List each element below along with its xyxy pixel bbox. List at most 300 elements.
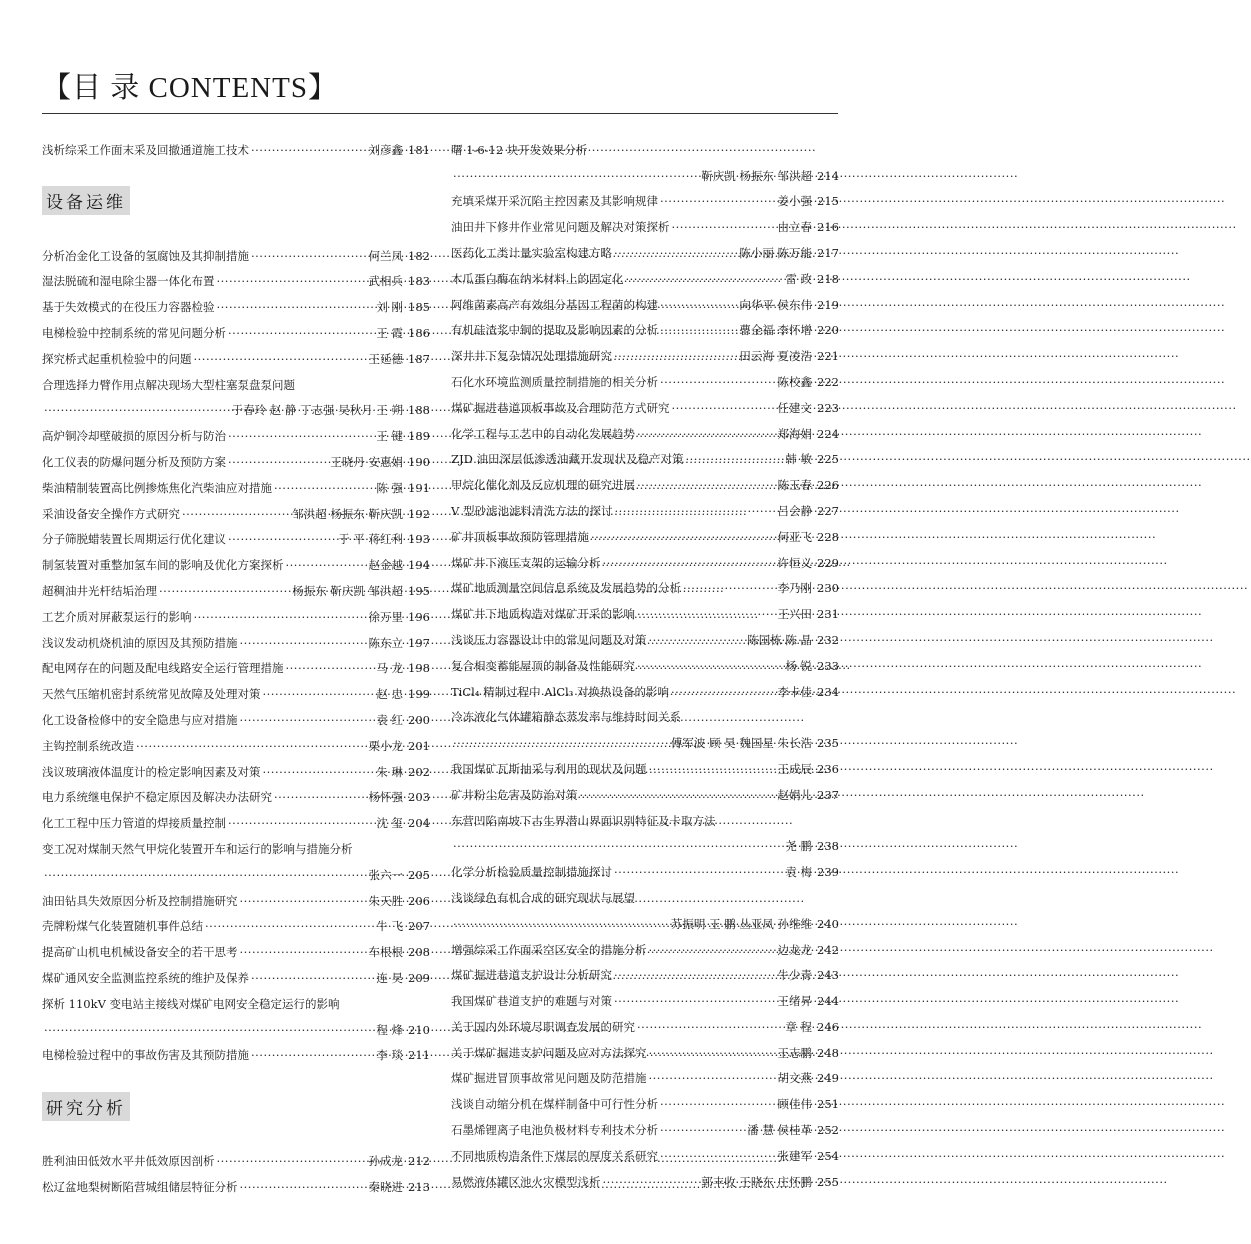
toc-entry-title: 曙 1-6-12 块开发效果分析	[451, 142, 588, 157]
toc-entry[interactable]	[451, 1060, 839, 1086]
toc-entry[interactable]	[42, 985, 430, 1011]
toc-entry-page: 227	[817, 503, 839, 518]
toc-entry-page: 192	[408, 506, 430, 521]
toc-entry[interactable]	[451, 234, 839, 260]
dot-leader	[626, 272, 784, 286]
toc-entry-page: 222	[817, 374, 839, 389]
dot-leader	[614, 968, 776, 982]
toc-entry-author: 任建文	[777, 400, 813, 415]
toc-entry[interactable]	[451, 337, 839, 363]
toc-header	[42, 70, 838, 106]
toc-entry-title: 煤矿通风安全监测监控系统的维护及保养	[42, 970, 249, 985]
dot-leader	[251, 1048, 374, 1062]
toc-entry-title: 易燃液体罐区池火灾模型浅析	[451, 1174, 601, 1189]
toc-entry[interactable]	[451, 595, 839, 621]
header-divider	[42, 113, 838, 114]
toc-entry[interactable]	[42, 392, 430, 418]
dot-leader	[637, 1020, 783, 1034]
toc-entry[interactable]	[451, 853, 839, 879]
toc-entry-title: 化学工程与工艺中的自动化发展趋势	[451, 426, 635, 441]
dot-leader	[614, 865, 783, 879]
toc-entry-title: 主钩控制系统改造	[42, 738, 134, 753]
toc-entry-author: 郭丰收 王晓东 庄怀鹏	[701, 1174, 813, 1189]
dot-leader	[637, 607, 776, 621]
toc-entry[interactable]	[451, 570, 839, 596]
dot-leader	[671, 685, 776, 699]
section-heading-wrap	[42, 157, 430, 237]
toc-entry-author: 赵金越	[368, 558, 404, 573]
toc-entry[interactable]	[451, 1137, 839, 1163]
toc-entry[interactable]	[42, 521, 430, 547]
toc-entry-page: 244	[817, 994, 839, 1009]
toc-entry-page: 248	[817, 1045, 839, 1060]
toc-right-column	[451, 131, 839, 1189]
toc-entry-author: 车根根	[368, 945, 404, 960]
toc-entry-author: 吕会静	[777, 503, 813, 518]
toc-entry-author: 雷 政	[785, 271, 813, 286]
dot-leader	[228, 455, 328, 469]
toc-entry-title: 化工仪表的防爆问题分析及预防方案	[42, 454, 226, 469]
toc-entry-title: 医药化工类计量实验室构建方略	[451, 245, 612, 260]
toc-entry[interactable]	[451, 776, 839, 802]
toc-entry-page: 204	[408, 816, 430, 831]
section-heading-equipment: 设备运维	[42, 186, 130, 215]
toc-entry-page: 203	[408, 790, 430, 805]
toc-entry[interactable]	[451, 982, 839, 1008]
toc-entry-author: 由立春	[777, 220, 813, 235]
toc-entry-title: TiCl₄ 精制过程中 AlCl₃ 对换热设备的影响	[451, 684, 669, 699]
toc-entry-page: 242	[817, 942, 839, 957]
toc-entry-author: 陈玉春	[777, 478, 813, 493]
toc-entry[interactable]	[42, 314, 430, 340]
toc-entry[interactable]	[451, 750, 839, 776]
toc-entry-page: 239	[817, 865, 839, 880]
toc-entry-title: 冷冻液化气体罐箱静态蒸发率与维持时间关系	[451, 710, 681, 725]
toc-entry-page: 234	[817, 684, 839, 699]
toc-entry[interactable]	[42, 495, 430, 521]
toc-entry-title: 浅析综采工作面末采及回撤通道施工技术	[42, 142, 249, 157]
toc-entry-author: 顾佳伟	[777, 1097, 813, 1112]
toc-entry[interactable]	[451, 1163, 839, 1189]
toc-entry-title: 采油设备安全操作方式研究	[42, 506, 180, 521]
toc-entry-author: 栗小龙	[368, 738, 404, 753]
toc-entry[interactable]	[42, 366, 430, 392]
toc-entry-title: 矿井顶板事故预防管理措施	[451, 529, 589, 544]
toc-entry-title: 石墨烯锂离子电池负极材料专利技术分析	[451, 1123, 658, 1138]
toc-entry-page: 254	[817, 1148, 839, 1163]
toc-entry-author: 刘彦鑫	[368, 142, 404, 157]
toc-entry[interactable]	[451, 931, 839, 957]
toc-entry-page: 195	[408, 583, 430, 598]
toc-entry-title: 关于国内外环境尽职调查发展的研究	[451, 1019, 635, 1034]
toc-entry[interactable]	[451, 183, 839, 209]
dot-leader	[580, 788, 776, 802]
toc-entry[interactable]	[42, 340, 430, 366]
toc-entry-title: 松辽盆地梨树断陷营城组储层特征分析	[42, 1179, 238, 1194]
toc-entry[interactable]	[451, 312, 839, 338]
toc-entry[interactable]	[451, 621, 839, 647]
toc-entry-title: 我国煤矿瓦斯抽采与利用的现状及问题	[451, 761, 647, 776]
toc-entry[interactable]	[42, 675, 430, 701]
toc-entry[interactable]	[42, 1168, 430, 1194]
toc-entry-page: 236	[817, 761, 839, 776]
toc-entry[interactable]	[42, 779, 430, 805]
toc-entry[interactable]	[451, 1034, 839, 1060]
dot-leader	[194, 610, 367, 624]
toc-entry-author: 于春玲 赵 静 丁志强 吴秋月 王 朔	[231, 403, 404, 418]
toc-entry-title: 煤矿地质测量空间信息系统及发展趋势的分析	[451, 581, 681, 596]
dot-leader	[660, 1123, 745, 1137]
toc-entry-title: 化工工程中压力管道的焊接质量控制	[42, 816, 226, 831]
toc-entry-page: 255	[817, 1174, 839, 1189]
toc-entry-author: 许恒义	[777, 555, 813, 570]
toc-entry-title: 提高矿山机电机械设备安全的若干思考	[42, 945, 238, 960]
dot-leader	[453, 736, 669, 750]
toc-entry-page: 237	[817, 787, 839, 802]
toc-entry[interactable]	[451, 157, 839, 183]
toc-entry-author: 杨 锐	[785, 658, 813, 673]
dot-leader	[660, 298, 737, 312]
toc-entry[interactable]	[42, 753, 430, 779]
dot-leader	[660, 1149, 776, 1163]
dot-leader	[649, 633, 746, 647]
toc-entry[interactable]	[451, 466, 839, 492]
toc-entry-title: 壳牌粉煤气化装置随机事件总结	[42, 919, 203, 934]
dot-leader	[159, 584, 290, 598]
dot-leader	[44, 868, 367, 882]
toc-entry-title: 浅议发动机烧机油的原因及其预防措施	[42, 635, 238, 650]
toc-entry-title: 有机硅渣浆中铜的提取及影响因素的分析	[451, 323, 658, 338]
toc-entry-title: 柴油精制装置高比例掺炼焦化汽柴油应对措施	[42, 480, 272, 495]
toc-entry-author: 邹洪超 杨振东 靳庆凯	[292, 506, 404, 521]
toc-entry-page: 240	[817, 916, 839, 931]
toc-entry-page: 207	[408, 919, 430, 934]
toc-entry-author: 陈 强	[376, 480, 404, 495]
dot-leader	[205, 919, 374, 933]
dot-leader	[251, 249, 367, 263]
toc-entry-title: 石化水环境监测质量控制措施的相关分析	[451, 374, 658, 389]
dot-leader	[672, 401, 776, 415]
toc-entry[interactable]	[42, 572, 430, 598]
toc-entry-author: 朱天胜	[368, 893, 404, 908]
toc-entry-page: 212	[408, 1154, 430, 1169]
toc-entry[interactable]	[451, 363, 839, 389]
toc-entry-page: 252	[817, 1123, 839, 1138]
toc-entry-title: 我国煤矿巷道支护的难题与对策	[451, 994, 612, 1009]
toc-entry-author: 潘 慧 侯桂革	[747, 1123, 813, 1138]
toc-entry-title: 电梯检验过程中的事故伤害及其预防措施	[42, 1048, 249, 1063]
toc-entry-author: 朱 琳	[376, 764, 404, 779]
toc-entry-title: 浅谈绿色有机合成的研究现状与展望	[451, 890, 635, 905]
toc-entry-page: 214	[817, 168, 839, 183]
toc-entry-author: 王兴田	[777, 607, 813, 622]
toc-entry-author: 王成辰	[777, 761, 813, 776]
toc-entry-title: 分子筛脱蜡装置长周期运行优化建议	[42, 532, 226, 547]
dot-leader	[660, 194, 776, 208]
toc-entry[interactable]	[42, 882, 430, 908]
toc-entry[interactable]	[451, 699, 839, 725]
toc-entry-author: 姜小强	[777, 194, 813, 209]
toc-entry-title: 浅谈自动缩分机在煤样制备中可行性分析	[451, 1097, 658, 1112]
toc-entry[interactable]	[42, 727, 430, 753]
toc-entry[interactable]	[42, 263, 430, 289]
toc-entry-title: 探究桥式起重机检验中的问题	[42, 351, 192, 366]
dot-leader	[660, 1097, 776, 1111]
toc-entry-author: 何亚飞	[777, 529, 813, 544]
toc-entry[interactable]	[451, 647, 839, 673]
toc-entry[interactable]	[42, 598, 430, 624]
dot-leader	[182, 507, 290, 521]
toc-entry[interactable]	[42, 701, 430, 727]
toc-entry-author: 于 平 蒋红利	[338, 532, 404, 547]
toc-entry[interactable]	[451, 441, 839, 467]
toc-entry-title: 甲烷化催化剂及反应机理的研究进展	[451, 478, 635, 493]
toc-entry[interactable]	[42, 804, 430, 830]
toc-entry[interactable]	[42, 237, 430, 263]
dot-leader	[603, 556, 776, 570]
toc-entry-title: 变工况对煤制天然气甲烷化装置开车和运行的影响与措施分析	[42, 841, 353, 856]
toc-entry[interactable]	[451, 131, 839, 157]
toc-entry-page: 193	[408, 532, 430, 547]
toc-entry-author: 张建军	[777, 1148, 813, 1163]
toc-entry-title: 阿维菌素高产有效组分基因工程菌的构建	[451, 297, 658, 312]
dot-leader	[685, 452, 783, 466]
toc-entry-page: 191	[408, 480, 430, 495]
toc-entry-author: 马 龙	[376, 661, 404, 676]
toc-entry[interactable]	[42, 469, 430, 495]
dot-leader	[649, 1046, 776, 1060]
dot-leader	[251, 971, 374, 985]
dot-leader	[453, 169, 699, 183]
toc-entry-title: 煤矿掘进巷道顶板事故及合理防范方式研究	[451, 400, 670, 415]
toc-entry-author: 孙成龙	[368, 1154, 404, 1169]
toc-entry-title: 关于煤矿掘进支护问题及应对方法探究	[451, 1045, 647, 1060]
toc-entry-author: 章 程	[785, 1019, 813, 1034]
dot-leader	[217, 300, 375, 314]
toc-entry[interactable]	[42, 1037, 430, 1063]
toc-entry-page: 208	[408, 945, 430, 960]
toc-left-column	[42, 131, 430, 1194]
toc-entry-page: 230	[817, 581, 839, 596]
toc-entry[interactable]	[42, 908, 430, 934]
toc-entry-title: 复合相变蓄能屋顶的制备及性能研究	[451, 658, 635, 673]
toc-entry[interactable]	[42, 417, 430, 443]
dot-leader	[649, 762, 776, 776]
toc-entry[interactable]	[42, 546, 430, 572]
toc-entry-author: 赵 忠	[376, 687, 404, 702]
section-heading-wrap	[42, 1062, 430, 1142]
toc-entry-page: 183	[408, 274, 430, 289]
dot-leader	[660, 323, 737, 337]
toc-entry-title: 电梯检验中控制系统的常见问题分析	[42, 325, 226, 340]
toc-entry[interactable]	[451, 879, 839, 905]
toc-entry[interactable]	[451, 1008, 839, 1034]
toc-entry-author: 苏振明 王 鹏 丛亚凤 孙维维	[670, 916, 813, 931]
toc-entry-page: 188	[408, 403, 430, 418]
toc-entry[interactable]	[451, 673, 839, 699]
toc-entry-author: 王晓丹 安惠娟	[330, 454, 404, 469]
toc-entry-author: 张六一	[368, 867, 404, 882]
toc-entry-author: 陈小丽 陈万能	[739, 245, 813, 260]
toc-entry-title: 油田井下修井作业常见问题及解决对策探析	[451, 220, 670, 235]
toc-entry-title: 超稠油井光杆结垢治理	[42, 583, 157, 598]
toc-entry-page: 224	[817, 426, 839, 441]
section-heading-research: 研究分析	[42, 1092, 130, 1121]
toc-entry[interactable]	[42, 1142, 430, 1168]
toc-entry[interactable]	[451, 415, 839, 441]
toc-entry-title: 不同地质构造条件下煤层的厚度关系研究	[451, 1148, 658, 1163]
toc-entry[interactable]	[451, 286, 839, 312]
toc-entry[interactable]	[451, 828, 839, 854]
toc-entry[interactable]	[451, 208, 839, 234]
toc-entry-author: 李 琰	[376, 1048, 404, 1063]
toc-entry-author: 王 键	[376, 429, 404, 444]
toc-entry[interactable]	[42, 933, 430, 959]
toc-entry-page: 182	[408, 248, 430, 263]
dot-leader	[637, 659, 783, 673]
dot-leader	[614, 994, 776, 1008]
toc-entry-author: 武相兵	[368, 274, 404, 289]
toc-entry-author: 陈东立	[368, 635, 404, 650]
toc-entry[interactable]	[42, 131, 430, 157]
toc-entry-author: 牛少青	[777, 968, 813, 983]
toc-entry[interactable]	[42, 856, 430, 882]
dot-leader	[240, 636, 367, 650]
dot-leader	[228, 429, 374, 443]
toc-entry-page: 200	[408, 712, 430, 727]
dot-leader	[614, 349, 737, 363]
toc-entry-page: 199	[408, 687, 430, 702]
toc-entry-author: 沈 玺	[376, 816, 404, 831]
toc-entry-author: 尧 鹏	[785, 839, 813, 854]
toc-entry-title: 充填采煤开采沉陷主控因素及其影响规律	[451, 194, 658, 209]
dot-leader	[614, 246, 737, 260]
toc-entry[interactable]	[42, 830, 430, 856]
dot-leader	[603, 1175, 700, 1189]
toc-entry-author: 赵娟儿	[777, 787, 813, 802]
toc-entry-title: 煤矿掘进巷道支护设计分析研究	[451, 968, 612, 983]
toc-entry-title: ZJD 油田深层低渗透油藏开发现状及稳产对策	[451, 452, 684, 467]
toc-entry-title: 合理选择力臂作用点解决现场大型柱塞泵盘泵问题	[42, 377, 295, 392]
dot-leader	[637, 427, 776, 441]
toc-entry-title: 配电网存在的问题及配电线路安全运行管理措施	[42, 661, 284, 676]
toc-entry[interactable]	[42, 959, 430, 985]
toc-entry[interactable]	[451, 492, 839, 518]
toc-entry[interactable]	[451, 905, 839, 931]
toc-entry-page: 238	[817, 839, 839, 854]
toc-entry-page: 206	[408, 893, 430, 908]
toc-entry[interactable]	[451, 389, 839, 415]
toc-entry-title: 木瓜蛋白酶在纳米材料上的固定化	[451, 271, 624, 286]
toc-entry[interactable]	[451, 518, 839, 544]
toc-entry-page: 209	[408, 970, 430, 985]
toc-entry[interactable]	[42, 624, 430, 650]
toc-entry-page: 232	[817, 632, 839, 647]
toc-entry-author: 李卡佳	[777, 684, 813, 699]
toc-entry-author: 程 烽	[376, 1022, 404, 1037]
toc-entry[interactable]	[451, 260, 839, 286]
toc-entry-page: 243	[817, 968, 839, 983]
toc-entry-page: 246	[817, 1019, 839, 1034]
toc-entry-author: 牛 飞	[376, 919, 404, 934]
toc-entry-page: 211	[408, 1048, 430, 1063]
toc-entry-author: 王延德	[368, 351, 404, 366]
toc-entry-author: 陈国栋 陈 晶	[747, 632, 813, 647]
toc-entry[interactable]	[42, 1011, 430, 1037]
toc-entry-author: 秦晓进	[368, 1179, 404, 1194]
toc-entry-title: 电力系统继电保护不稳定原因及解决办法研究	[42, 790, 272, 805]
toc-entry-title: 天然气压缩机密封系统常见故障及处理对策	[42, 687, 261, 702]
page-title: 【目 录 CONTENTS】	[42, 72, 338, 104]
toc-entry-title: 浅议玻璃液体温度计的检定影响因素及对策	[42, 764, 261, 779]
toc-entry-page: 210	[408, 1022, 430, 1037]
toc-entry-page: 189	[408, 429, 430, 444]
toc-entry-page: 217	[817, 245, 839, 260]
dot-leader	[649, 943, 776, 957]
toc-entry-author: 袁 红	[376, 712, 404, 727]
toc-entry-author: 向华平 侯东伟	[739, 297, 813, 312]
dot-leader	[660, 375, 776, 389]
toc-entry-author: 韩 敏	[785, 452, 813, 467]
dot-leader	[263, 687, 375, 701]
toc-entry[interactable]	[451, 724, 839, 750]
toc-entry-title: 深井井下复杂情况处理措施研究	[451, 349, 612, 364]
toc-entry[interactable]	[451, 1085, 839, 1111]
dot-leader	[637, 478, 776, 492]
toc-entry-author: 曹全福 李怀增	[739, 323, 813, 338]
dot-leader	[274, 481, 374, 495]
toc-entry-page: 181	[408, 142, 430, 157]
toc-entry-title: 东营凹陷南坡下古生界潜山界面识别特征及卡取方法	[451, 813, 716, 828]
toc-entry-title: 基于失效模式的在役压力容器检验	[42, 300, 215, 315]
dot-leader	[672, 220, 776, 234]
dot-leader	[251, 143, 367, 157]
toc-entry-title: 制氢装置对重整加氢车间的影响及优化方案探析	[42, 558, 284, 573]
toc-entry-author: 王绪昇	[777, 994, 813, 1009]
toc-entry-page: 251	[817, 1097, 839, 1112]
toc-entry-page: 187	[408, 351, 430, 366]
toc-entry[interactable]	[42, 288, 430, 314]
toc-entry[interactable]	[451, 802, 839, 828]
toc-entry[interactable]	[42, 443, 430, 469]
toc-entry-page: 215	[817, 194, 839, 209]
toc-entry-author: 袁 梅	[785, 865, 813, 880]
toc-entry-author: 连 昊	[376, 970, 404, 985]
toc-entry-page: 201	[408, 738, 430, 753]
toc-entry[interactable]	[42, 650, 430, 676]
toc-entry[interactable]	[451, 1111, 839, 1137]
toc-entry-author: 傅军波 顾 昊 魏国星 朱长浩	[670, 736, 813, 751]
toc-entry-page: 229	[817, 555, 839, 570]
toc-entry-author: 田云海 夏凌浩	[739, 349, 813, 364]
toc-entry-author: 陈校鑫	[777, 374, 813, 389]
dot-leader	[649, 1071, 776, 1085]
toc-entry-page: 205	[408, 867, 430, 882]
toc-entry[interactable]	[451, 544, 839, 570]
toc-entry-page: 196	[408, 609, 430, 624]
toc-entry[interactable]	[451, 957, 839, 983]
dot-leader	[240, 894, 367, 908]
toc-entry-title: 增强综采工作面采空区安全的措施分析	[451, 942, 647, 957]
toc-entry-page: 231	[817, 607, 839, 622]
dot-leader	[194, 352, 367, 366]
dot-leader	[228, 326, 374, 340]
dot-leader	[136, 739, 367, 753]
toc-entry-author: 胡文燕	[777, 1071, 813, 1086]
toc-entry-title: 油田钻具失效原因分析及控制措施研究	[42, 893, 238, 908]
toc-entry-page: 226	[817, 478, 839, 493]
toc-entry-page: 218	[817, 271, 839, 286]
